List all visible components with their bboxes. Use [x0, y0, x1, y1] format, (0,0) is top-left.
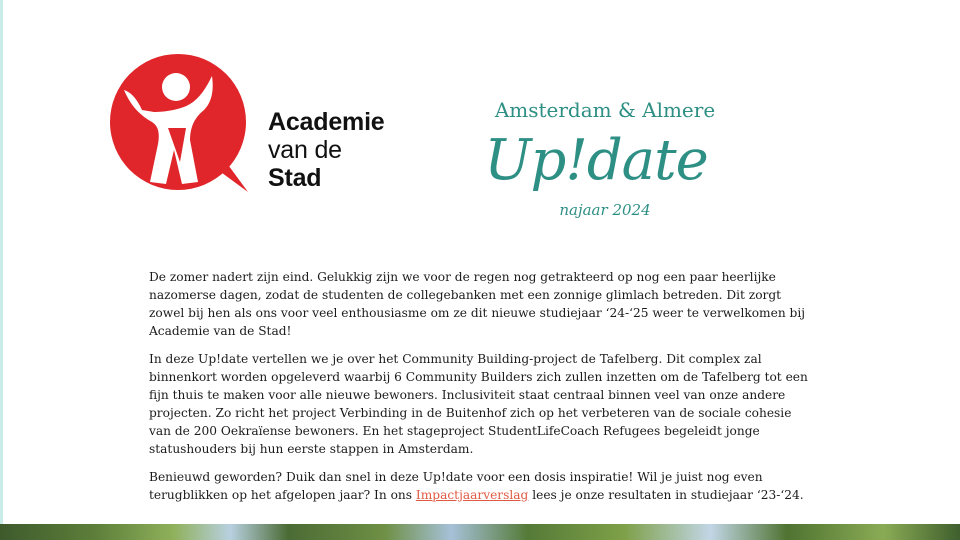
academie-logo[interactable]	[108, 52, 408, 197]
newsletter-season: najaar 2024	[559, 201, 651, 219]
intro-paragraph-1: De zomer nadert zijn eind. Gelukkig zijn we voor de regen nog getrakteerd op nog een paar heerlijke nazomerse dagen, zodat de studenten de collegebanken met een zonnige glimlach betreden. Dit zorgt zowel bij hen als ons voor veel enthousiasme om ze dit nieuwe studiejaar ‘24-‘25 weer te verwelkomen bij Academie van de Stad!	[149, 270, 806, 338]
intro-text	[149, 268, 811, 514]
figure-logo-icon	[108, 52, 253, 197]
paragraph-3-text-after: lees je onze resultaten in studiejaar ‘23-‘24.	[528, 488, 804, 502]
paragraph-3-text-before: Benieuwd geworden? Duik dan snel in deze Up!date voor een dosis inspiratie! Wil je juist nog even terugblikken op het afgelopen jaar? In ons	[149, 470, 763, 502]
brand-name-line1: Academie	[268, 108, 385, 136]
header-subtitle: Amsterdam & Almere	[494, 98, 716, 122]
brand-wordmark	[268, 108, 385, 192]
brand-name-line3: Stad	[268, 164, 322, 192]
impactjaarverslag-link[interactable]: Impactjaarverslag	[415, 488, 529, 502]
intro-paragraph-3	[149, 468, 811, 504]
intro-paragraph-2: In deze Up!date vertellen we je over het Community Building-project de Tafelberg. Dit complex zal binnenkort worden opgeleverd waarbij 6 Community Builders zich zullen inzetten om de Tafelberg tot een fijn thuis te maken voor alle nieuwe bewoners. Inclusiviteit staat centraal binnen veel van onze andere projecten. Zo richt het project Verbinding in de Buitenhof zich op het verbeteren van de sociale cohesie van de 200 Oekraïense bewoners. En het stageproject StudentLifeCoach Refugees begeleidt jonge statushouders bij hun eerste stappen in Amsterdam.	[149, 352, 808, 456]
newsletter-title: Up!date	[484, 128, 708, 193]
header-photo	[0, 524, 960, 540]
brand-name-line2: van de	[268, 136, 342, 164]
newsletter-header	[470, 96, 740, 220]
left-edge-border	[0, 0, 3, 540]
